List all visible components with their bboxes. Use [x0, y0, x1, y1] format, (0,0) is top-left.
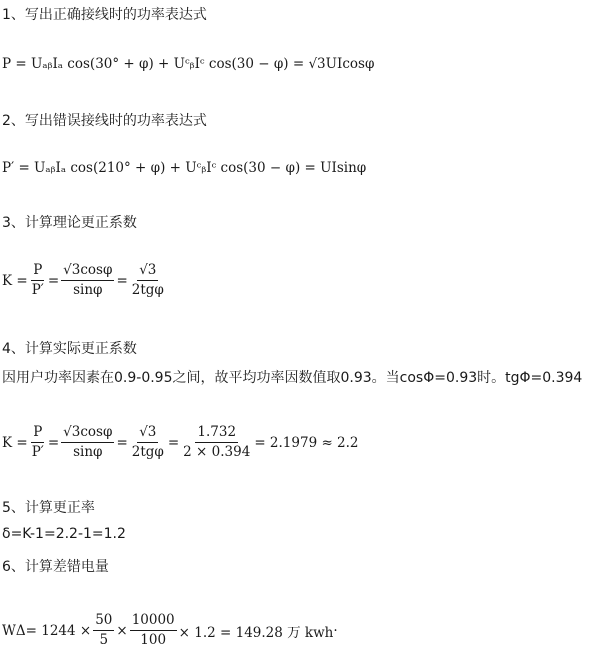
- equals-sign: =: [167, 434, 180, 451]
- step-3-heading: 3、计算理论更正系数: [2, 215, 137, 231]
- wrong-power-expression: P′ = UₐᵦIₐ cos(210° + φ) + UᶜᵦIᶜ cos(30 − φ) = UIsinφ: [2, 160, 367, 176]
- correction-rate: δ=K-1=2.2-1=1.2: [2, 526, 126, 542]
- fraction-sqrt3cos-over-sin: [61, 424, 114, 461]
- fraction-sqrt3cos-over-sin: [61, 262, 114, 299]
- step-5-heading: 5、计算更正率: [2, 500, 95, 516]
- actual-k-formula: [2, 424, 359, 461]
- denominator: sinφ: [73, 444, 103, 460]
- numerator: √3cosφ: [61, 262, 114, 281]
- step-1-heading: 1、写出正确接线时的功率表达式: [2, 7, 207, 23]
- step-2-heading: 2、写出错误接线时的功率表达式: [2, 113, 207, 129]
- numerator: P: [31, 262, 44, 281]
- step-4-heading: 4、计算实际更正系数: [2, 341, 137, 357]
- numerator: 10000: [130, 612, 177, 631]
- wrong-power-formula: [2, 160, 366, 176]
- numerator: √3: [137, 424, 158, 443]
- k-label: K =: [2, 434, 28, 451]
- correct-power-formula: [2, 56, 374, 72]
- denominator: sinφ: [73, 282, 103, 298]
- denominator: P′: [31, 282, 44, 298]
- theory-k-formula: [2, 262, 168, 299]
- fraction-10000-over-100: [130, 612, 177, 649]
- numerator: √3: [137, 262, 158, 281]
- fraction-sqrt3-over-2tg: [130, 262, 166, 299]
- fraction-50-over-5: [93, 612, 114, 649]
- numerator: 50: [93, 612, 114, 631]
- equals-sign: =: [116, 272, 128, 289]
- fraction-p-over-p-prime: [30, 424, 46, 461]
- numerator: P: [31, 424, 44, 443]
- equals-sign: =: [47, 434, 60, 451]
- energy-result: × 1.2 = 149.28 万 kwh: [178, 624, 334, 641]
- step-4-explanation: 因用户功率因素在0.9-0.95之间，故平均功率因数值取0.93。当cosΦ=0.93时。tgΦ=0.394: [2, 370, 583, 386]
- equals-sign: =: [116, 434, 128, 451]
- fraction-p-over-p-prime: [30, 262, 46, 299]
- step-6-heading: 6、计算差错电量: [2, 559, 109, 575]
- numerator: 1.732: [195, 424, 238, 443]
- denominator: 5: [99, 632, 109, 648]
- numerator: √3cosφ: [61, 424, 114, 443]
- correct-power-expression: P = UₐᵦIₐ cos(30° + φ) + UᶜᵦIᶜ cos(30 − φ) = √3UIcosφ: [2, 56, 375, 72]
- k-label: K =: [2, 272, 28, 289]
- fraction-sqrt3-over-2tg: [130, 424, 166, 461]
- energy-lead: WΔ= 1244 ×: [2, 622, 92, 639]
- denominator: P′: [31, 444, 44, 460]
- denominator: 2tgφ: [131, 282, 164, 298]
- k-result: = 2.1979 ≈ 2.2: [254, 434, 359, 451]
- equals-sign: =: [47, 272, 60, 289]
- denominator: 2 × 0.394: [183, 444, 251, 460]
- fraction-numeric: [181, 424, 252, 461]
- times-sign: ×: [116, 622, 128, 639]
- denominator: 100: [140, 632, 167, 648]
- trailing-dot: ·: [333, 622, 338, 639]
- denominator: 2tgφ: [131, 444, 164, 460]
- error-energy-formula: [2, 612, 338, 649]
